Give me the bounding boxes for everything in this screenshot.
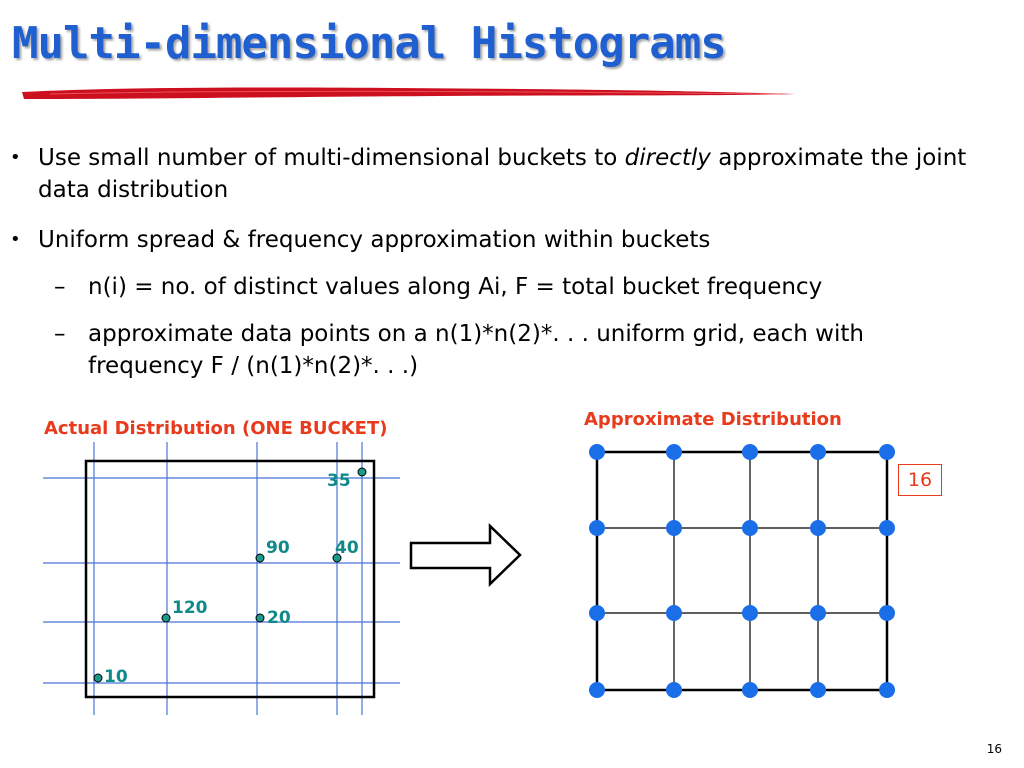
approx-bucket-border [597,452,887,690]
point-label: 40 [335,538,359,558]
approx-point [666,444,682,460]
bullet-mark: • [10,229,21,250]
approx-point [666,682,682,698]
sub-bullet-2-text: approximate data points on a n(1)*n(2)*. . . uniform grid, each with frequency F / (n(1)*n(2)*. . .) [88,321,864,379]
approx-points [589,444,895,698]
bullet-1-post: approximate the joint data distribution [38,145,967,203]
bullet-1-pre: Use small number of multi-dimensional buckets to [38,145,625,171]
approx-point [589,605,605,621]
approx-point [810,605,826,621]
bullet-1-emphasis: directly [624,145,711,171]
actual-distribution-caption: Actual Distribution (ONE BUCKET) [44,418,388,439]
dash-mark: – [54,321,66,347]
point-label: 10 [104,667,128,687]
data-point [94,674,102,682]
approximate-distribution-caption: Approximate Distribution [584,409,842,430]
approx-point [810,682,826,698]
approx-point [879,520,895,536]
bullet-2-text: Uniform spread & frequency approximation within buckets [38,227,711,253]
approx-point [742,444,758,460]
approx-point [879,682,895,698]
point-label: 90 [266,538,290,558]
approx-point [589,444,605,460]
data-point [256,614,264,622]
bullet-mark: • [10,147,21,168]
data-point [358,468,366,476]
approx-point [810,444,826,460]
approx-point [879,444,895,460]
approx-point [742,682,758,698]
approx-point [666,520,682,536]
page-title: Multi-dimensional Histograms [12,18,726,69]
page-number: 16 [986,742,1002,756]
sub-bullet-1-text: n(i) = no. of distinct values along Ai, F = total bucket frequency [88,274,823,300]
approx-point [810,520,826,536]
approx-point [742,520,758,536]
approx-point [879,605,895,621]
dash-mark: – [54,274,66,300]
frequency-box: 16 [898,464,942,496]
approx-point [589,682,605,698]
point-label: 120 [172,598,208,618]
point-label: 20 [267,608,291,628]
actual-points [94,468,366,687]
approx-point [589,520,605,536]
bucket-border [86,461,374,697]
transform-arrow-icon [411,526,520,584]
data-point [162,614,170,622]
approx-point [742,605,758,621]
point-label: 35 [327,471,351,491]
approx-grid-lines [597,452,887,690]
data-point [256,554,264,562]
approx-point [666,605,682,621]
